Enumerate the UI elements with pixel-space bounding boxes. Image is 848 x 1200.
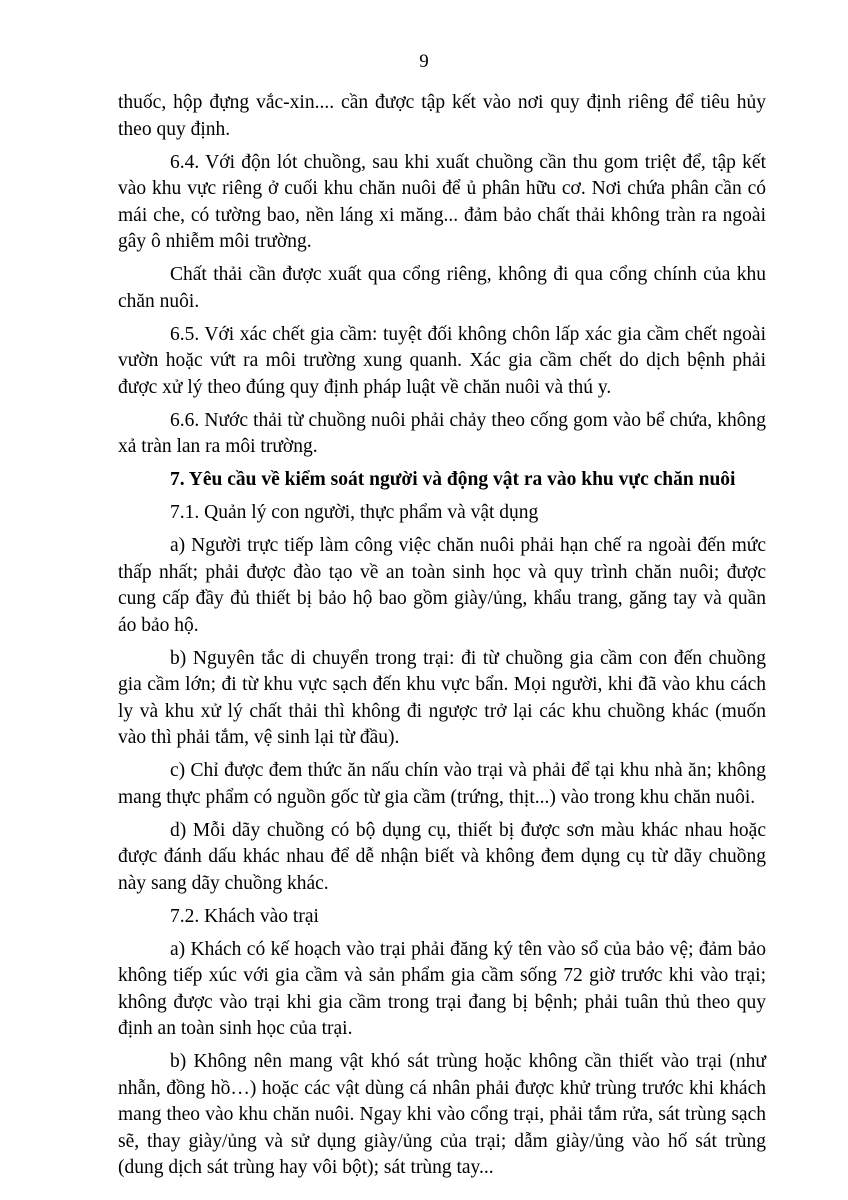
paragraph-6-4: 6.4. Với độn lót chuồng, sau khi xuất chuồng cần thu gom triệt để, tập kết vào khu vực riêng ở cuối khu chăn nuôi để ủ phân hữu cơ. Nơi chứa phân cần có mái che, có tường bao, nền láng xi măng... đảm bảo chất thải không tràn ra ngoài gây ô nhiễm môi trường. bbox=[118, 151, 766, 252]
paragraph-7-2-a: a) Khách có kế hoạch vào trại phải đăng ký tên vào sổ của bảo vệ; đảm bảo không tiếp xúc với gia cầm và sản phẩm gia cầm sống 72 giờ trước khi vào trại; không được vào trại khi gia cầm trong trại đang bị bệnh; phải tuân thủ theo quy định an toàn sinh học của trại. bbox=[118, 938, 766, 1039]
paragraph-continuation: thuốc, hộp đựng vắc-xin.... cần được tập kết vào nơi quy định riêng để tiêu hủy theo quy định. bbox=[118, 92, 766, 140]
paragraph-7-2-b: b) Không nên mang vật khó sát trùng hoặc không cần thiết vào trại (như nhẫn, đồng hồ…) hoặc các vật dùng cá nhân phải được khử trùng trước khi khách mang theo vào khu chăn nuôi. Ngay khi vào cổng trại, phải tắm rửa, sát trùng sạch sẽ, thay giày/ủng và sử dụng giày/ủng của trại; dẫm giày/ủng vào hố sát trùng (dung dịch sát trùng hay vôi bột); sát trùng tay... bbox=[118, 1051, 766, 1178]
paragraph-7-1-b: b) Nguyên tắc di chuyển trong trại: đi từ chuồng gia cầm con đến chuồng gia cầm lớn; đi từ khu vực sạch đến khu vực bẩn. Mọi người, khi đã vào khu cách ly và khu xử lý chất thải thì không đi ngược trở lại các khu chuồng khác (muốn vào thì phải tắm, vệ sinh lại từ đầu). bbox=[118, 647, 766, 748]
subheading-7-2: 7.2. Khách vào trại bbox=[170, 905, 319, 927]
document-body bbox=[118, 90, 766, 1188]
paragraph-6-6: 6.6. Nước thải từ chuồng nuôi phải chảy theo cống gom vào bể chứa, không xả tràn lan ra môi trường. bbox=[118, 409, 766, 457]
subheading-7-1: 7.1. Quản lý con người, thực phẩm và vật dụng bbox=[170, 502, 539, 523]
paragraph-6-5: 6.5. Với xác chết gia cầm: tuyệt đối không chôn lấp xác gia cầm chết ngoài vườn hoặc vứt ra môi trường xung quanh. Xác gia cầm chết do dịch bệnh phải được xử lý theo đúng quy định pháp luật về chăn nuôi và thú y. bbox=[118, 323, 766, 398]
paragraph-7-1-c: c) Chỉ được đem thức ăn nấu chín vào trại và phải để tại khu nhà ăn; không mang thực phẩm có nguồn gốc từ gia cầm (trứng, thịt...) vào trong khu chăn nuôi. bbox=[118, 760, 766, 808]
paragraph-waste-gate: Chất thải cần được xuất qua cổng riêng, không đi qua cổng chính của khu chăn nuôi. bbox=[118, 264, 766, 312]
paragraph-7-1-d: d) Mỗi dãy chuồng có bộ dụng cụ, thiết bị được sơn màu khác nhau hoặc được đánh dấu khác nhau để dễ nhận biết và không đem dụng cụ từ dãy chuồng này sang dãy chuồng khác. bbox=[118, 819, 766, 894]
page-number: 9 bbox=[419, 51, 429, 72]
paragraph-7-1-a: a) Người trực tiếp làm công việc chăn nuôi phải hạn chế ra ngoài đến mức thấp nhất; phải được đào tạo về an toàn sinh học và quy trình chăn nuôi; được cung cấp đầy đủ thiết bị bảo hộ bao gồm giày/ủng, khẩu trang, găng tay và quần áo bảo hộ. bbox=[118, 535, 766, 636]
section-heading-7: 7. Yêu cầu về kiểm soát người và động vật ra vào khu vực chăn nuôi bbox=[170, 469, 736, 490]
